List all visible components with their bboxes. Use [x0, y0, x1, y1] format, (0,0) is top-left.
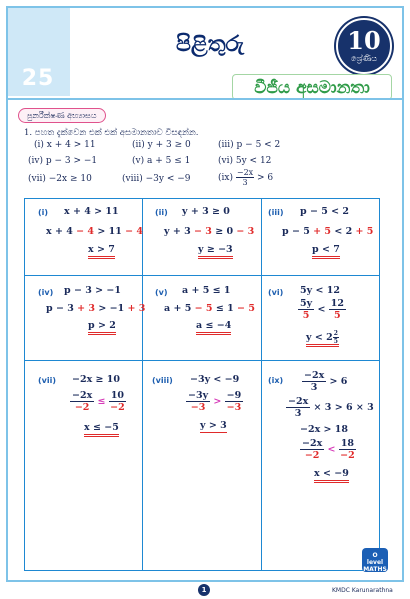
solution-label: (vi): [268, 288, 284, 297]
solution-answer: p > 2: [88, 320, 116, 331]
question-text: 1. පහත දැක්වෙන එක් එක් අසමානතාව විසඳන්න.: [24, 128, 199, 138]
solution-line: p − 3 > −1: [64, 285, 121, 296]
solution-label: (ii): [155, 208, 168, 217]
question-item: (vi) 5y < 12: [218, 156, 272, 166]
solution-line: $\frac{-2x}{3}$ × 3 > 6 × 3: [288, 396, 374, 419]
solution-label: (viii): [152, 376, 173, 385]
solution-label: (i): [38, 208, 49, 217]
solution-label: (iv): [38, 288, 54, 297]
solution-answer: a ≤ −4: [196, 320, 231, 331]
solution-line: y + 3 − 3 ≥ 0 − 3: [164, 226, 255, 237]
question-item: (iii) p − 5 < 2: [218, 140, 281, 150]
question-item: (vii) −2x ≥ 10: [28, 174, 92, 184]
solution-line: a + 5 ≤ 1: [182, 285, 231, 296]
solution-line: a + 5 − 5 ≤ 1 − 5: [164, 303, 255, 314]
page-title: පිළිතුරු: [176, 32, 244, 57]
grade-badge: [336, 18, 392, 74]
solution-answer: p < 7: [312, 244, 340, 255]
solution-line: x + 4 − 4 > 11 − 4: [46, 226, 144, 237]
solution-line: p − 3 + 3 > −1 + 3: [46, 303, 146, 314]
question-item: (ii) y + 3 ≥ 0: [132, 140, 191, 150]
solution-answer: x ≤ −5: [84, 422, 119, 433]
solution-line: 5y < 12: [300, 285, 340, 296]
grade-number: 10: [347, 26, 381, 55]
solution-line: −3y < −9: [190, 374, 240, 385]
solution-line: $\frac{-2x}{-2}$ < $\frac{18}{-2}$: [302, 438, 355, 461]
solution-line: −2x ≥ 10: [72, 374, 121, 385]
solution-answer: y ≥ −3: [198, 244, 233, 255]
solution-line: −2x > 18: [300, 424, 349, 435]
page-number: 1: [198, 584, 210, 596]
chapter-subtitle: වීජීය අසමානතා: [232, 74, 392, 100]
question-item: (i) x + 4 > 11: [34, 140, 96, 150]
solution-answer: x < −9: [314, 468, 349, 479]
olevel-maths-logo: O level MATHS: [362, 548, 388, 572]
solution-line: x + 4 > 11: [64, 206, 119, 217]
solution-label: (iii): [268, 208, 284, 217]
solution-line: $\frac{-2x}{-2}$ ≤ $\frac{10}{-2}$: [72, 390, 125, 413]
chapter-number: 25: [21, 66, 55, 91]
grade-label: ශ්‍රේණිය: [351, 54, 377, 63]
solution-line: $\frac{-2x}{3}$ > 6: [304, 370, 348, 393]
solution-line: p − 5 + 5 < 2 + 5: [282, 226, 374, 237]
solution-line: y + 3 ≥ 0: [182, 206, 230, 217]
solution-answer: y < 2 $\frac{2}{5}$: [306, 330, 338, 345]
author-credit: KMDC Karunarathna: [332, 587, 393, 594]
solution-label: (ix): [268, 376, 284, 385]
solution-answer: x > 7: [88, 244, 115, 255]
solution-label: (v): [155, 288, 168, 297]
question-item: (viii) −3y < −9: [122, 174, 191, 184]
question-item: (ix) $\frac{-2x}{3}$ > 6: [218, 168, 274, 187]
solution-line: $\frac{5y}{5}$ < $\frac{12}{5}$: [300, 298, 344, 321]
question-item: (iv) p − 3 > −1: [28, 156, 98, 166]
solution-line: $\frac{-3y}{-3}$ > $\frac{-9}{-3}$: [188, 390, 242, 413]
exercise-tag: පුනරීක්ෂණ අභ්‍යාසය: [18, 108, 106, 123]
solution-line: p − 5 < 2: [300, 206, 350, 217]
question-item: (v) a + 5 ≤ 1: [132, 156, 191, 166]
header-divider: [8, 98, 402, 100]
solution-label: (vii): [38, 376, 57, 385]
solution-answer: y > 3: [200, 420, 227, 431]
